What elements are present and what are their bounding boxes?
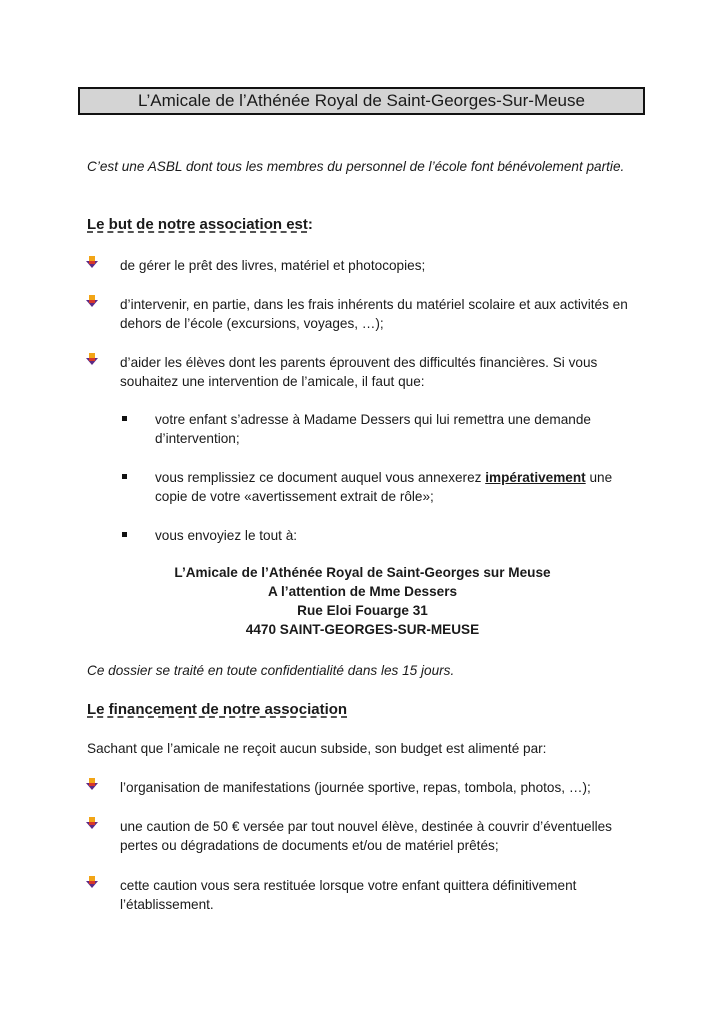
confidentiality-note: Ce dossier se traité en toute confidentialité dans les 15 jours. bbox=[87, 663, 455, 678]
funding-bullet-3: cette caution vous sera restituée lorsque votre enfant quittera définitivement l’établissement. bbox=[120, 878, 577, 912]
square-bullet-icon bbox=[122, 532, 127, 537]
square-bullet-icon bbox=[122, 474, 127, 479]
sub-bullet-2-text-before: vous remplissiez ce document auquel vous annexerez bbox=[155, 470, 486, 485]
intro-text: C’est une ASBL dont tous les membres du personnel de l’école font bénévolement partie. bbox=[87, 159, 625, 174]
arrow-bullet-icon bbox=[86, 295, 98, 307]
section-heading-funding bbox=[87, 701, 347, 718]
address-line-2: A l’attention de Mme Dessers bbox=[267, 584, 458, 599]
sub-bullet-1: votre enfant s’adresse à Madame Dessers qui lui remettra une demande d’intervention; bbox=[155, 412, 591, 446]
sub-bullet-3: vous envoyiez le tout à: bbox=[155, 528, 298, 543]
purpose-bullet-1: de gérer le prêt des livres, matériel et photocopies; bbox=[120, 258, 426, 273]
section-heading-purpose bbox=[87, 216, 313, 233]
arrow-bullet-icon bbox=[86, 778, 98, 790]
funding-intro: Sachant que l’amicale ne reçoit aucun subside, son budget est alimenté par: bbox=[87, 741, 547, 756]
heading-colon: : bbox=[307, 216, 313, 233]
sub-bullet-2-emphasis: impérativement bbox=[485, 470, 586, 485]
sub-bullet-2 bbox=[155, 468, 645, 506]
page-title: L’Amicale de l’Athénée Royal de Saint-Georges-Sur-Meuse bbox=[78, 87, 645, 115]
arrow-bullet-icon bbox=[86, 353, 98, 365]
funding-bullet-2: une caution de 50 € versée par tout nouvel élève, destinée à couvrir d’éventuelles pertes ou dégradations de documents et/ou de matériel prêtés; bbox=[120, 819, 612, 853]
arrow-bullet-icon bbox=[86, 817, 98, 829]
section-heading-funding-text: Le financement de notre association bbox=[87, 701, 348, 718]
purpose-bullet-3: d’aider les élèves dont les parents éprouvent des difficultés financières. Si vous souhaitez une intervention de l’amicale, il faut que: bbox=[120, 355, 598, 389]
sub-bullet-2-text-after: une copie de votre «avertissement extrait de rôle»; bbox=[155, 470, 613, 504]
arrow-bullet-icon bbox=[86, 876, 98, 888]
purpose-bullet-2: d’intervenir, en partie, dans les frais inhérents du matériel scolaire et aux activités en dehors de l’école (excursions, voyages, …); bbox=[120, 297, 628, 331]
section-heading-purpose-text: Le but de notre association est bbox=[87, 216, 308, 233]
arrow-bullet-icon bbox=[86, 256, 98, 268]
address-line-1: L’Amicale de l’Athénée Royal de Saint-Georges sur Meuse bbox=[174, 565, 551, 580]
funding-bullet-1: l’organisation de manifestations (journée sportive, repas, tombola, photos, …); bbox=[120, 780, 591, 795]
address-line-4: 4470 SAINT-GEORGES-SUR-MEUSE bbox=[245, 622, 480, 637]
address-line-3: Rue Eloi Fouarge 31 bbox=[297, 603, 428, 618]
square-bullet-icon bbox=[122, 416, 127, 421]
